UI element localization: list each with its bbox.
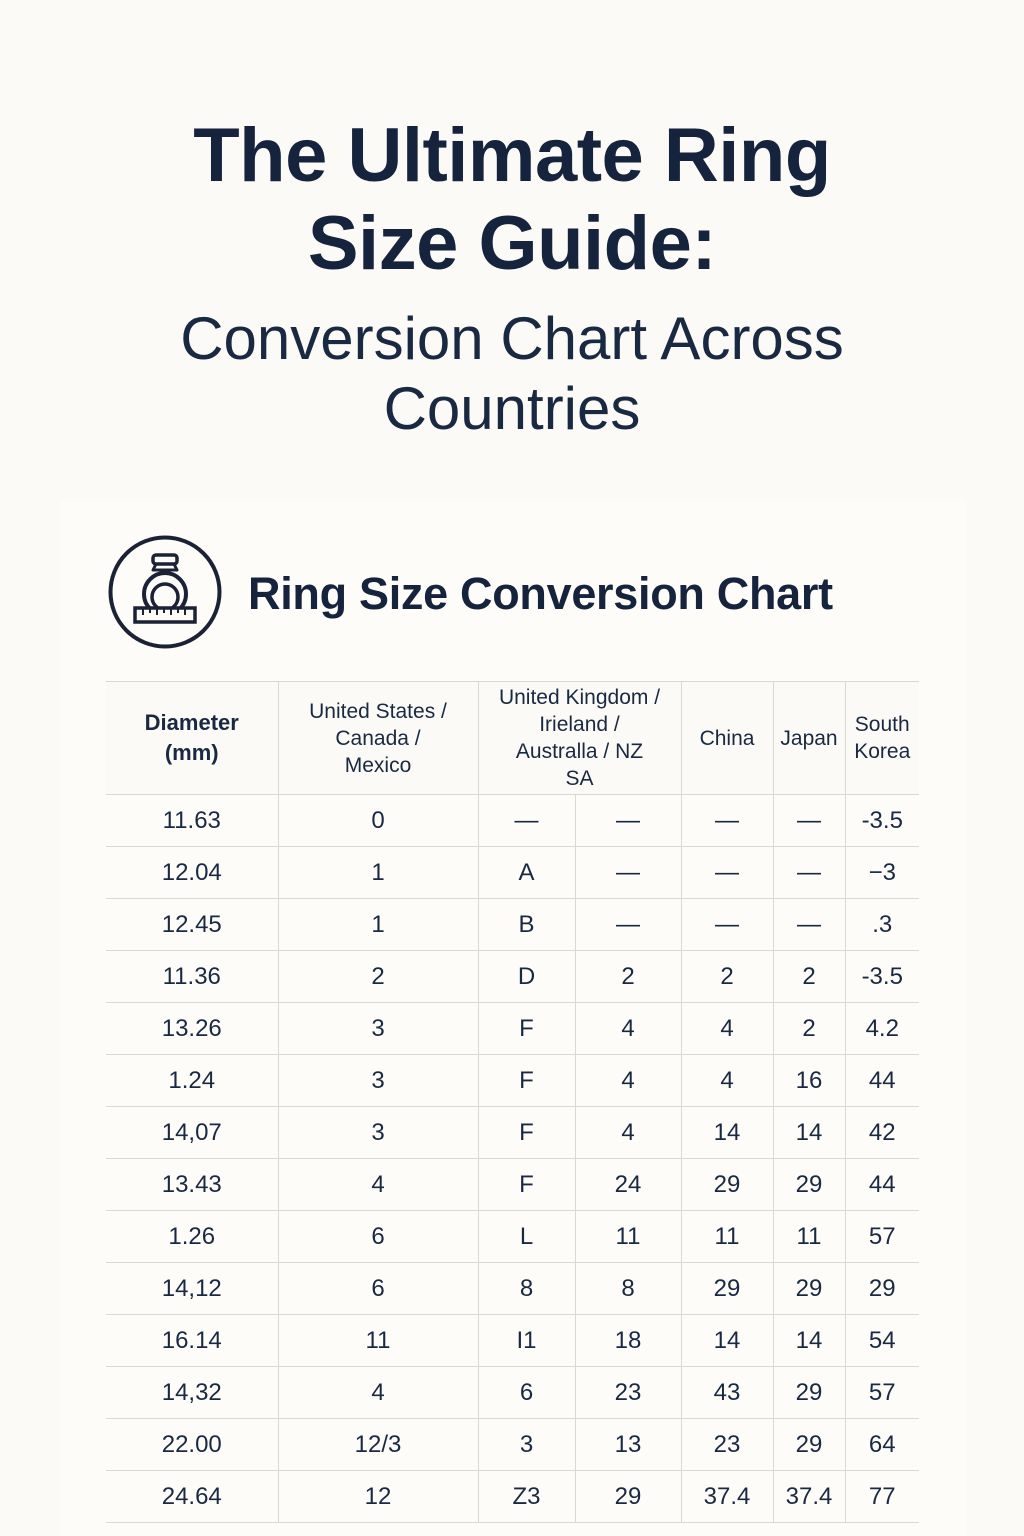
cell-korea: 42 — [845, 1107, 919, 1159]
cell-japan: 29 — [773, 1367, 845, 1419]
cell-uk: F — [478, 1159, 575, 1211]
cell-uk-alt: — — [575, 899, 681, 951]
cell-uk-alt: 2 — [575, 951, 681, 1003]
cell-china: 2 — [681, 951, 773, 1003]
cell-china: 43 — [681, 1367, 773, 1419]
cell-china: — — [681, 899, 773, 951]
cell-japan: 14 — [773, 1107, 845, 1159]
cell-japan: 14 — [773, 1315, 845, 1367]
cell-us: 4 — [278, 1159, 478, 1211]
cell-china: 29 — [681, 1263, 773, 1315]
cell-japan: 2 — [773, 1003, 845, 1055]
cell-japan: — — [773, 847, 845, 899]
cell-japan: — — [773, 899, 845, 951]
cell-korea: 44 — [845, 1055, 919, 1107]
cell-uk: F — [478, 1107, 575, 1159]
cell-us: 12/3 — [278, 1419, 478, 1471]
header-japan-label: Japan — [780, 726, 838, 750]
header-uk — [478, 682, 681, 795]
cell-uk-alt: 24 — [575, 1159, 681, 1211]
cell-china: 14 — [681, 1107, 773, 1159]
cell-diameter: 12.04 — [106, 847, 278, 899]
cell-uk-alt: 29 — [575, 1471, 681, 1523]
cell-diameter: 12.45 — [106, 899, 278, 951]
header-us — [278, 682, 478, 795]
cell-us: 6 — [278, 1211, 478, 1263]
cell-korea: -3.5 — [845, 795, 919, 847]
cell-us: 12 — [278, 1471, 478, 1523]
table-row — [106, 1315, 919, 1367]
table-row — [106, 1471, 919, 1523]
cell-uk-alt: — — [575, 795, 681, 847]
subtitle-line-1: Conversion Chart Across — [180, 305, 844, 372]
page-title — [0, 112, 1024, 288]
cell-us: 11 — [278, 1315, 478, 1367]
cell-china: — — [681, 795, 773, 847]
cell-diameter: 13.26 — [106, 1003, 278, 1055]
cell-us: 3 — [278, 1107, 478, 1159]
cell-japan: 29 — [773, 1159, 845, 1211]
cell-us: 4 — [278, 1367, 478, 1419]
cell-korea: 4.2 — [845, 1003, 919, 1055]
cell-uk: I1 — [478, 1315, 575, 1367]
table-body — [106, 795, 919, 1523]
cell-china: 14 — [681, 1315, 773, 1367]
cell-diameter: 16.14 — [106, 1315, 278, 1367]
cell-us: 1 — [278, 899, 478, 951]
cell-us: 2 — [278, 951, 478, 1003]
table-row — [106, 1003, 919, 1055]
table-row — [106, 1159, 919, 1211]
table-row — [106, 1055, 919, 1107]
cell-us: 3 — [278, 1003, 478, 1055]
cell-korea: 64 — [845, 1419, 919, 1471]
header-korea-line: South — [854, 713, 910, 736]
table-header-row — [106, 682, 919, 795]
cell-uk-alt: 4 — [575, 1055, 681, 1107]
cell-japan: 16 — [773, 1055, 845, 1107]
cell-china: 37.4 — [681, 1471, 773, 1523]
cell-china: 4 — [681, 1055, 773, 1107]
cell-uk: A — [478, 847, 575, 899]
cell-diameter: 11.63 — [106, 795, 278, 847]
header-uk-line: United Kingdom / — [498, 686, 661, 709]
cell-korea: 44 — [845, 1159, 919, 1211]
cell-korea: −3 — [845, 847, 919, 899]
cell-uk-alt: 11 — [575, 1211, 681, 1263]
cell-china: 23 — [681, 1419, 773, 1471]
cell-uk-alt: 18 — [575, 1315, 681, 1367]
cell-uk: D — [478, 951, 575, 1003]
cell-diameter: 14,32 — [106, 1367, 278, 1419]
table-row — [106, 1419, 919, 1471]
cell-china: 29 — [681, 1159, 773, 1211]
cell-korea: 77 — [845, 1471, 919, 1523]
title-line-1: The Ultimate Ring — [193, 113, 831, 198]
cell-korea: 57 — [845, 1367, 919, 1419]
cell-japan: 29 — [773, 1263, 845, 1315]
cell-diameter: 22.00 — [106, 1419, 278, 1471]
table-row — [106, 899, 919, 951]
header-us-line: Canada / — [335, 726, 421, 750]
cell-uk: 8 — [478, 1263, 575, 1315]
cell-diameter: 11.36 — [106, 951, 278, 1003]
ring-size-table — [106, 681, 919, 1523]
cell-korea: .3 — [845, 899, 919, 951]
header-uk-line: Australla / NZ — [515, 740, 644, 763]
cell-korea: -3.5 — [845, 951, 919, 1003]
table-row — [106, 1367, 919, 1419]
chart-heading: Ring Size Conversion Chart — [248, 568, 833, 619]
cell-diameter: 14,07 — [106, 1107, 278, 1159]
page-subtitle — [0, 304, 1024, 444]
header-diameter — [106, 682, 278, 795]
table-row — [106, 847, 919, 899]
cell-uk-alt: 8 — [575, 1263, 681, 1315]
cell-china: 4 — [681, 1003, 773, 1055]
cell-uk: F — [478, 1055, 575, 1107]
cell-japan: 2 — [773, 951, 845, 1003]
cell-japan: — — [773, 795, 845, 847]
table-row — [106, 795, 919, 847]
cell-korea: 54 — [845, 1315, 919, 1367]
cell-us: 1 — [278, 847, 478, 899]
cell-china: — — [681, 847, 773, 899]
header-korea-line: Korea — [854, 740, 911, 763]
cell-uk-alt: 23 — [575, 1367, 681, 1419]
cell-china: 11 — [681, 1211, 773, 1263]
cell-diameter: 14,12 — [106, 1263, 278, 1315]
header-uk-line: Irieland / — [539, 713, 620, 736]
cell-japan: 29 — [773, 1419, 845, 1471]
header-japan — [773, 682, 845, 795]
cell-diameter: 13.43 — [106, 1159, 278, 1211]
cell-korea: 57 — [845, 1211, 919, 1263]
table-row — [106, 951, 919, 1003]
cell-uk: 6 — [478, 1367, 575, 1419]
cell-uk-alt: 4 — [575, 1003, 681, 1055]
cell-uk: B — [478, 899, 575, 951]
header-china — [681, 682, 773, 795]
cell-uk: L — [478, 1211, 575, 1263]
header-us-line: United States / — [309, 699, 447, 723]
cell-uk: F — [478, 1003, 575, 1055]
header-uk-line: SA — [565, 767, 594, 790]
header-diameter-line: (mm) — [164, 740, 219, 765]
table-row — [106, 1107, 919, 1159]
cell-uk-alt: 13 — [575, 1419, 681, 1471]
subtitle-line-2: Countries — [383, 375, 641, 442]
table-row — [106, 1263, 919, 1315]
cell-korea: 29 — [845, 1263, 919, 1315]
cell-us: 0 — [278, 795, 478, 847]
cell-diameter: 1.24 — [106, 1055, 278, 1107]
table-row — [106, 1211, 919, 1263]
header-diameter-line: Diameter — [144, 710, 239, 735]
header-korea — [845, 682, 919, 795]
cell-uk: — — [478, 795, 575, 847]
cell-diameter: 24.64 — [106, 1471, 278, 1523]
cell-japan: 37.4 — [773, 1471, 845, 1523]
cell-us: 3 — [278, 1055, 478, 1107]
cell-japan: 11 — [773, 1211, 845, 1263]
cell-uk: Z3 — [478, 1471, 575, 1523]
title-line-2: Size Guide: — [307, 201, 717, 286]
header-us-line: Mexico — [344, 753, 412, 777]
cell-uk: 3 — [478, 1419, 575, 1471]
cell-uk-alt: — — [575, 847, 681, 899]
header-china-label: China — [699, 726, 755, 750]
cell-us: 6 — [278, 1263, 478, 1315]
cell-diameter: 1.26 — [106, 1211, 278, 1263]
ring-sizer-icon — [108, 535, 222, 649]
cell-uk-alt: 4 — [575, 1107, 681, 1159]
